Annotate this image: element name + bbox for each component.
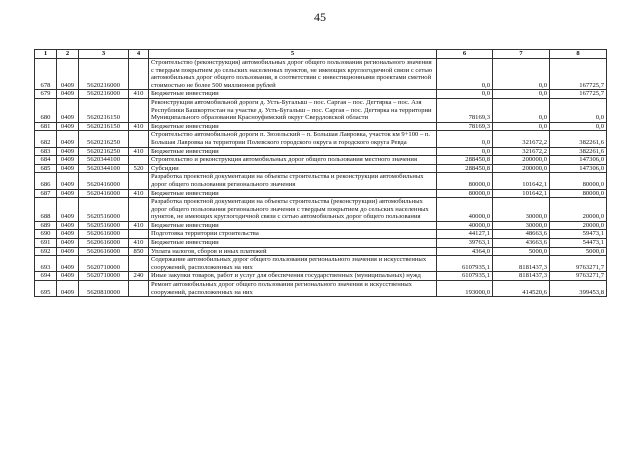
item-name-cell: Содержание автомобильных дорог общего пользования регионального значения и искусственных сооружений, расположенных на них bbox=[149, 256, 437, 272]
section-cell: 0409 bbox=[57, 272, 79, 281]
section-cell: 0409 bbox=[57, 90, 79, 99]
amount-col7-cell: 414520,6 bbox=[493, 281, 550, 297]
header-row bbox=[35, 50, 607, 59]
expense-type-cell bbox=[129, 198, 149, 222]
target-code-cell: 5620710000 bbox=[79, 256, 129, 272]
item-name-cell: Субсидии bbox=[149, 164, 437, 173]
section-cell: 0409 bbox=[57, 156, 79, 165]
page-number: 45 bbox=[314, 10, 326, 24]
amount-col6-cell: 6107935,1 bbox=[437, 256, 493, 272]
amount-col6-cell: 39763,1 bbox=[437, 239, 493, 248]
amount-col8-cell: 382261,6 bbox=[550, 147, 607, 156]
section-cell: 0409 bbox=[57, 59, 79, 90]
amount-col6-cell: 40000,0 bbox=[437, 221, 493, 230]
section-cell: 0409 bbox=[57, 198, 79, 222]
target-code-cell: 5620216150 bbox=[79, 98, 129, 122]
amount-col8-cell: 167725,7 bbox=[550, 59, 607, 90]
target-code-cell: 5620216250 bbox=[79, 147, 129, 156]
row-number-cell: 691 bbox=[35, 239, 57, 248]
section-cell: 0409 bbox=[57, 256, 79, 272]
amount-col8-cell: 382261,6 bbox=[550, 131, 607, 147]
amount-col8-cell: 167725,7 bbox=[550, 90, 607, 99]
row-number-cell: 678 bbox=[35, 59, 57, 90]
expense-type-cell: 850 bbox=[129, 247, 149, 256]
amount-col8-cell: 0,0 bbox=[550, 122, 607, 131]
amount-col7-cell: 200000,0 bbox=[493, 164, 550, 173]
amount-col7-cell: 0,0 bbox=[493, 59, 550, 90]
expense-type-cell bbox=[129, 156, 149, 165]
target-code-cell: 5620616000 bbox=[79, 247, 129, 256]
amount-col6-cell: 44127,1 bbox=[437, 230, 493, 239]
amount-col6-cell: 288450,8 bbox=[437, 164, 493, 173]
section-cell: 0409 bbox=[57, 164, 79, 173]
section-cell: 0409 bbox=[57, 230, 79, 239]
row-number-cell: 684 bbox=[35, 156, 57, 165]
item-name-cell: Уплата налогов, сборов и иных платежей bbox=[149, 247, 437, 256]
target-code-cell: 5620810000 bbox=[79, 281, 129, 297]
amount-col7-cell: 48663,6 bbox=[493, 230, 550, 239]
amount-col7-cell: 8181437,3 bbox=[493, 256, 550, 272]
amount-col8-cell: 20000,0 bbox=[550, 198, 607, 222]
expense-type-cell bbox=[129, 256, 149, 272]
expense-type-cell: 410 bbox=[129, 122, 149, 131]
row-number-cell: 679 bbox=[35, 90, 57, 99]
row-number-cell: 692 bbox=[35, 247, 57, 256]
table-row bbox=[35, 221, 607, 230]
row-number-cell: 686 bbox=[35, 173, 57, 189]
row-number-cell: 695 bbox=[35, 281, 57, 297]
table-row bbox=[35, 98, 607, 122]
amount-col6-cell: 288450,8 bbox=[437, 156, 493, 165]
amount-col6-cell: 0,0 bbox=[437, 131, 493, 147]
row-number-cell: 693 bbox=[35, 256, 57, 272]
table-row bbox=[35, 281, 607, 297]
amount-col8-cell: 20000,0 bbox=[550, 221, 607, 230]
target-code-cell: 5620616000 bbox=[79, 230, 129, 239]
row-number-cell: 682 bbox=[35, 131, 57, 147]
row-number-cell: 685 bbox=[35, 164, 57, 173]
target-code-cell: 5620344100 bbox=[79, 156, 129, 165]
section-cell: 0409 bbox=[57, 122, 79, 131]
header-cell: 8 bbox=[550, 50, 607, 59]
section-cell: 0409 bbox=[57, 221, 79, 230]
amount-col7-cell: 200000,0 bbox=[493, 156, 550, 165]
item-name-cell: Подготовка территории строительства bbox=[149, 230, 437, 239]
target-code-cell: 5620516000 bbox=[79, 198, 129, 222]
section-cell: 0409 bbox=[57, 239, 79, 248]
amount-col7-cell: 30000,0 bbox=[493, 198, 550, 222]
header-cell: 3 bbox=[79, 50, 129, 59]
row-number-cell: 681 bbox=[35, 122, 57, 131]
expense-type-cell bbox=[129, 59, 149, 90]
item-name-cell: Ремонт автомобильных дорог общего пользования регионального значения и искусственных сооружений, расположенных на них bbox=[149, 281, 437, 297]
table-row bbox=[35, 59, 607, 90]
target-code-cell: 5620344100 bbox=[79, 164, 129, 173]
budget-table bbox=[34, 49, 607, 297]
row-number-cell: 680 bbox=[35, 98, 57, 122]
row-number-cell: 683 bbox=[35, 147, 57, 156]
section-cell: 0409 bbox=[57, 281, 79, 297]
item-name-cell: Бюджетные инвестиции bbox=[149, 90, 437, 99]
target-code-cell: 5620416000 bbox=[79, 189, 129, 198]
item-name-cell: Строительство автомобильной дороги п. Зюзельский – п. Большая Лавровка, участок км 9+100 – п. Большая Лавровка на территории Полевского городского округа и городского округа Ревда bbox=[149, 131, 437, 147]
item-name-cell: Бюджетные инвестиции bbox=[149, 122, 437, 131]
row-number-cell: 687 bbox=[35, 189, 57, 198]
amount-col6-cell: 0,0 bbox=[437, 90, 493, 99]
expense-type-cell: 410 bbox=[129, 90, 149, 99]
row-number-cell: 690 bbox=[35, 230, 57, 239]
header-cell: 6 bbox=[437, 50, 493, 59]
amount-col6-cell: 193000,0 bbox=[437, 281, 493, 297]
table-row bbox=[35, 173, 607, 189]
section-cell: 0409 bbox=[57, 247, 79, 256]
expense-type-cell: 410 bbox=[129, 147, 149, 156]
expense-type-cell: 410 bbox=[129, 189, 149, 198]
row-number-cell: 689 bbox=[35, 221, 57, 230]
target-code-cell: 5620216000 bbox=[79, 90, 129, 99]
amount-col8-cell: 147306,0 bbox=[550, 164, 607, 173]
amount-col7-cell: 321672,2 bbox=[493, 131, 550, 147]
amount-col6-cell: 6107935,1 bbox=[437, 272, 493, 281]
expense-type-cell bbox=[129, 230, 149, 239]
item-name-cell: Строительство (реконструкция) автомобильных дорог общего пользования регионального значения с твердым покрытием до сельских населенных пунктов, не имеющих круглогодичной связи с сетью автомобильных дорог общего пользования, в соответствии с инвестиционными проектами сметной стоимостью не более 500 миллионов рублей bbox=[149, 59, 437, 90]
amount-col6-cell: 4364,0 bbox=[437, 247, 493, 256]
section-cell: 0409 bbox=[57, 131, 79, 147]
expense-type-cell: 520 bbox=[129, 164, 149, 173]
header-cell: 1 bbox=[35, 50, 57, 59]
amount-col8-cell: 80000,0 bbox=[550, 173, 607, 189]
row-number-cell: 688 bbox=[35, 198, 57, 222]
item-name-cell: Реконструкция автомобильной дороги д. Усть-Бугалыш – пос. Саргая – пос. Дегтярка – пос. Азя Республики Башкортостан на участке д. Усть-Бугалыш – пос. Саргая – пос. Дегтярка на территории Муниципального образования Красноуфимский округ Свердловской области bbox=[149, 98, 437, 122]
target-code-cell: 5620216150 bbox=[79, 122, 129, 131]
expense-type-cell bbox=[129, 131, 149, 147]
amount-col7-cell: 43663,6 bbox=[493, 239, 550, 248]
amount-col6-cell: 0,0 bbox=[437, 147, 493, 156]
amount-col7-cell: 5000,0 bbox=[493, 247, 550, 256]
amount-col6-cell: 78169,3 bbox=[437, 122, 493, 131]
amount-col7-cell: 0,0 bbox=[493, 90, 550, 99]
table-row bbox=[35, 189, 607, 198]
item-name-cell: Бюджетные инвестиции bbox=[149, 221, 437, 230]
table-row bbox=[35, 239, 607, 248]
target-code-cell: 5620516000 bbox=[79, 221, 129, 230]
amount-col6-cell: 0,0 bbox=[437, 59, 493, 90]
amount-col6-cell: 40000,0 bbox=[437, 198, 493, 222]
target-code-cell: 5620416000 bbox=[79, 173, 129, 189]
item-name-cell: Разработка проектной документации на объекты строительства (реконструкции) автомобильных дорог общего пользования регионального значения с твердым покрытием до сельских населенных пунктов, не имеющих круглогодичной связи с сетью автомобильных дорог общего пользования bbox=[149, 198, 437, 222]
table-row bbox=[35, 198, 607, 222]
item-name-cell: Бюджетные инвестиции bbox=[149, 147, 437, 156]
target-code-cell: 5620616000 bbox=[79, 239, 129, 248]
section-cell: 0409 bbox=[57, 147, 79, 156]
expense-type-cell bbox=[129, 173, 149, 189]
amount-col7-cell: 30000,0 bbox=[493, 221, 550, 230]
amount-col7-cell: 321672,2 bbox=[493, 147, 550, 156]
amount-col6-cell: 78169,3 bbox=[437, 98, 493, 122]
amount-col6-cell: 80000,0 bbox=[437, 173, 493, 189]
table-row bbox=[35, 272, 607, 281]
target-code-cell: 5620216000 bbox=[79, 59, 129, 90]
expense-type-cell: 410 bbox=[129, 221, 149, 230]
table-row bbox=[35, 90, 607, 99]
table-row bbox=[35, 230, 607, 239]
item-name-cell: Бюджетные инвестиции bbox=[149, 239, 437, 248]
header-cell: 5 bbox=[149, 50, 437, 59]
expense-type-cell: 240 bbox=[129, 272, 149, 281]
amount-col7-cell: 101642,1 bbox=[493, 189, 550, 198]
table-row bbox=[35, 247, 607, 256]
item-name-cell: Бюджетные инвестиции bbox=[149, 189, 437, 198]
amount-col7-cell: 8181437,3 bbox=[493, 272, 550, 281]
item-name-cell: Разработка проектной документации на объекты строительства и реконструкции автомобильных дорог общего пользования регионального значения bbox=[149, 173, 437, 189]
table-row bbox=[35, 164, 607, 173]
table-row bbox=[35, 122, 607, 131]
section-cell: 0409 bbox=[57, 189, 79, 198]
table-row bbox=[35, 156, 607, 165]
amount-col7-cell: 0,0 bbox=[493, 98, 550, 122]
item-name-cell: Строительство и реконструкция автомобильных дорог общего пользования местного значения bbox=[149, 156, 437, 165]
target-code-cell: 5620710000 bbox=[79, 272, 129, 281]
amount-col8-cell: 399453,8 bbox=[550, 281, 607, 297]
target-code-cell: 5620216250 bbox=[79, 131, 129, 147]
section-cell: 0409 bbox=[57, 98, 79, 122]
row-number-cell: 694 bbox=[35, 272, 57, 281]
expense-type-cell: 410 bbox=[129, 239, 149, 248]
amount-col8-cell: 9763271,7 bbox=[550, 272, 607, 281]
amount-col8-cell: 54473,1 bbox=[550, 239, 607, 248]
item-name-cell: Иные закупки товаров, работ и услуг для обеспечения государственных (муниципальных) нужд bbox=[149, 272, 437, 281]
amount-col8-cell: 5000,0 bbox=[550, 247, 607, 256]
header-cell: 2 bbox=[57, 50, 79, 59]
expense-type-cell bbox=[129, 281, 149, 297]
amount-col7-cell: 0,0 bbox=[493, 122, 550, 131]
amount-col8-cell: 80000,0 bbox=[550, 189, 607, 198]
table-row bbox=[35, 147, 607, 156]
expense-type-cell bbox=[129, 98, 149, 122]
amount-col8-cell: 0,0 bbox=[550, 98, 607, 122]
amount-col6-cell: 80000,0 bbox=[437, 189, 493, 198]
table-row bbox=[35, 256, 607, 272]
header-cell: 7 bbox=[493, 50, 550, 59]
section-cell: 0409 bbox=[57, 173, 79, 189]
table-row bbox=[35, 131, 607, 147]
amount-col8-cell: 59473,1 bbox=[550, 230, 607, 239]
amount-col8-cell: 147306,0 bbox=[550, 156, 607, 165]
header-cell: 4 bbox=[129, 50, 149, 59]
amount-col7-cell: 101642,1 bbox=[493, 173, 550, 189]
amount-col8-cell: 9763271,7 bbox=[550, 256, 607, 272]
